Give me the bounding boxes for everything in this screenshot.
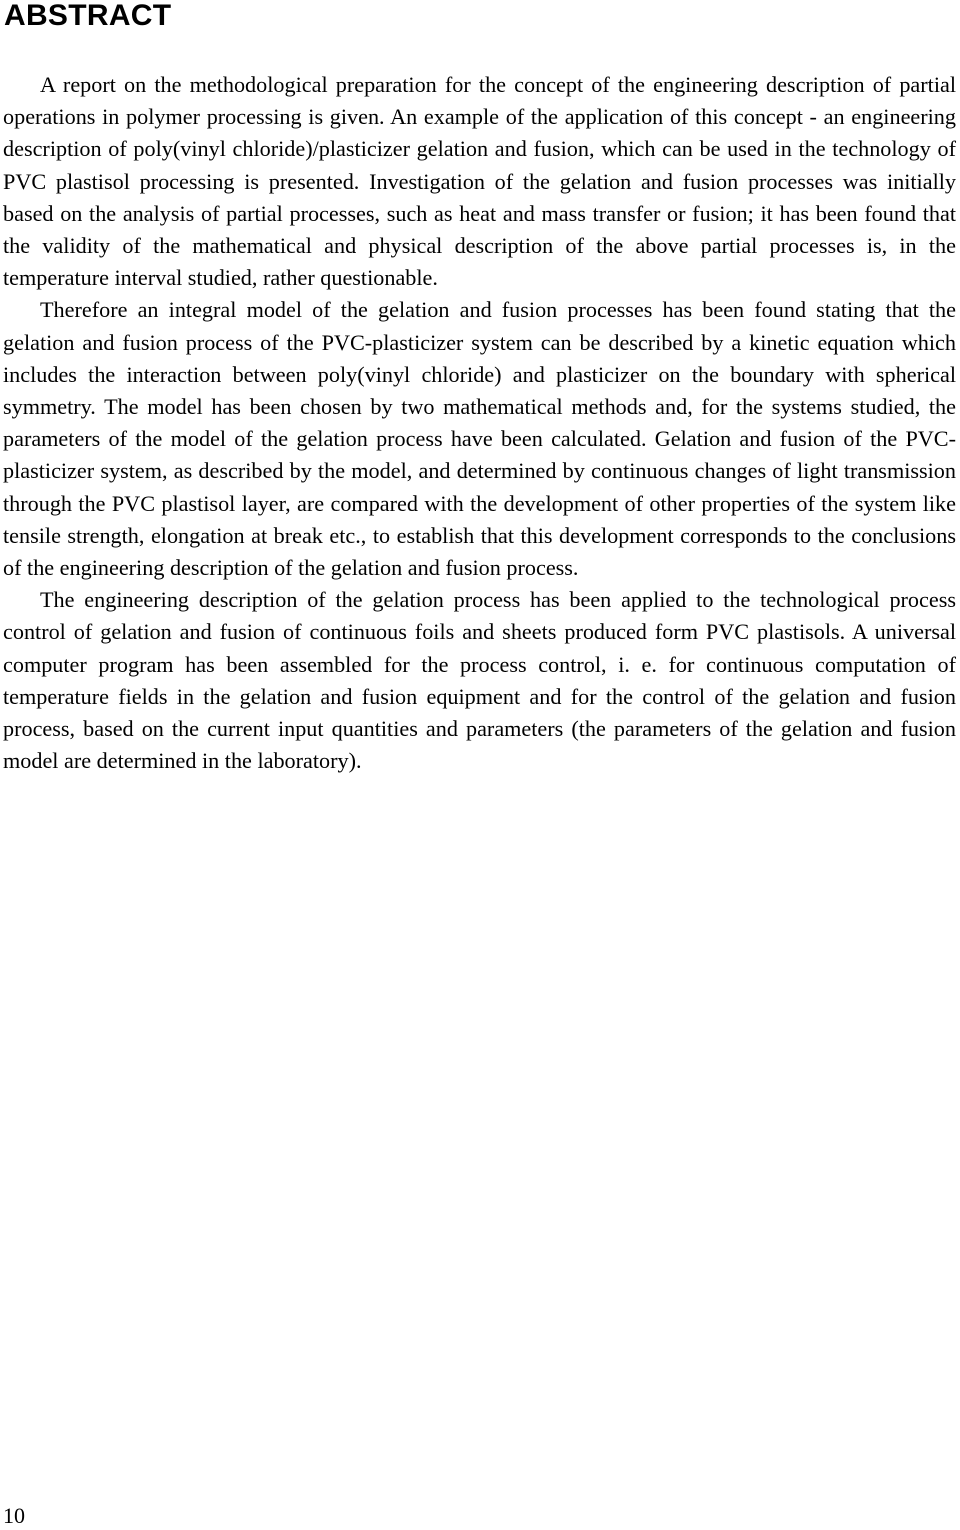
abstract-paragraph-3: The engineering description of the gelation process has been applied to the technological process control of gelation and fusion of continuous foils and sheets produced form PVC plastisols. A universal computer program has been assembled for the process control, i. e. for continuous computation of temperature fields in the gelation and fusion equipment and for the control of the gelation and fusion process, based on the current input quantities and parameters (the parameters of the gelation and fusion model are determined in the laboratory). [3,587,956,774]
abstract-paragraph-1: A report on the methodological preparation for the concept of the engineering description of partial operations in polymer processing is given. An example of the application of this concept - an engineering description of poly(vinyl chloride)/plasticizer gelation and fusion, which can be used in the technology of PVC plastisol processing is presented. Investigation of the gelation and fusion processes was initially based on the analysis of partial processes, such as heat and mass transfer or fusion; it has been found that the validity of the mathematical and physical description of the above partial processes is, in the temperature interval studied, rather questionable. [3,72,956,291]
abstract-body [3,69,956,777]
abstract-paragraph-2: Therefore an integral model of the gelation and fusion processes has been found stating that the gelation and fusion process of the PVC-plasticizer system can be described by a kinetic equation which includes the interaction between poly(vinyl chloride) and plasticizer on the boundary with spherical symmetry. The model has been chosen by two mathematical methods and, for the systems studied, the parameters of the model of the gelation process have been calculated. Gelation and fusion of the PVC-plasticizer system, as described by the model, and determined by continuous changes of light transmission through the PVC plastisol layer, are compared with the development of other properties of the system like tensile strength, elongation at break etc., to establish that this development corresponds to the conclusions of the engineering description of the gelation and fusion process. [3,297,956,581]
page-number: 10 [3,1503,25,1528]
section-heading: ABSTRACT [4,0,172,32]
